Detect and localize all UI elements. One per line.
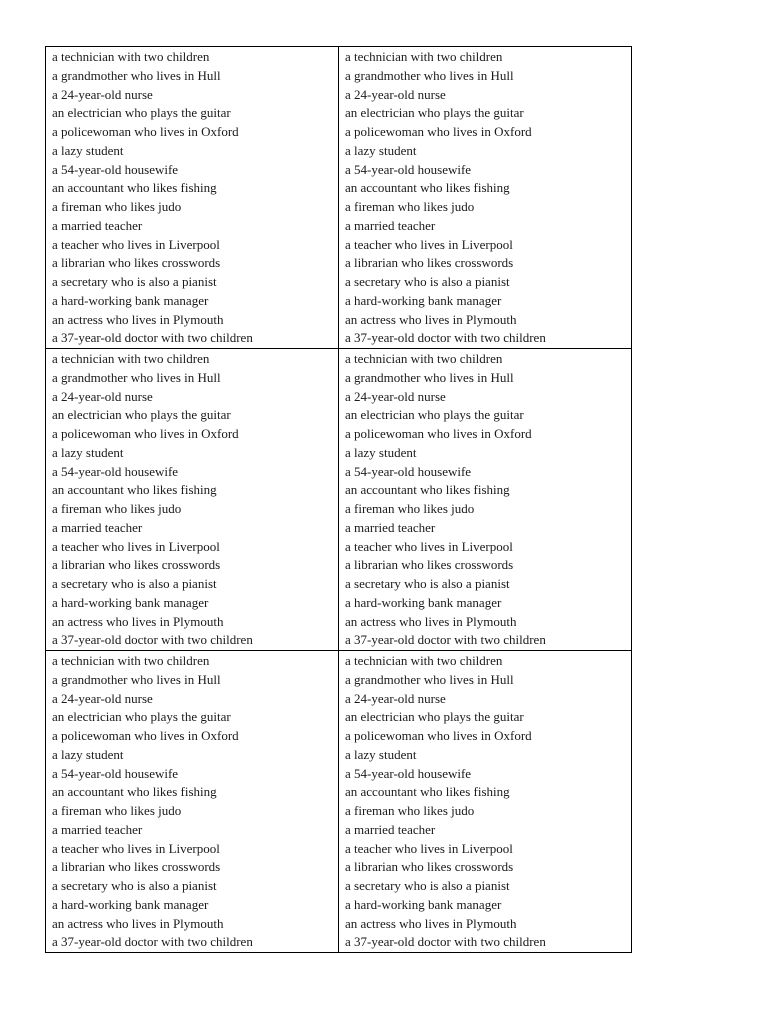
card-line: a grandmother who lives in Hull bbox=[52, 67, 221, 83]
card-line: a librarian who likes crosswords bbox=[345, 859, 514, 875]
card-cell bbox=[339, 47, 632, 349]
card-cell bbox=[46, 349, 339, 651]
card-line: an actress who lives in Plymouth bbox=[52, 915, 224, 931]
card-line: a policewoman who lives in Oxford bbox=[52, 426, 239, 441]
card bbox=[339, 651, 631, 952]
card-line: a technician with two children bbox=[52, 49, 210, 64]
card-line: a teacher who lives in Liverpool bbox=[52, 236, 220, 252]
card-line: a 54-year-old housewife bbox=[52, 161, 179, 177]
card-line: a technician with two children bbox=[52, 653, 210, 668]
card-line: a 37-year-old doctor with two children bbox=[345, 934, 546, 950]
card bbox=[339, 349, 631, 650]
card-row bbox=[46, 47, 632, 349]
card-line: a 24-year-old nurse bbox=[345, 690, 446, 706]
card-line: a policewoman who lives in Oxford bbox=[52, 728, 239, 743]
card-line: a lazy student bbox=[52, 444, 124, 460]
card-line: a married teacher bbox=[345, 217, 436, 233]
card-line: a grandmother who lives in Hull bbox=[345, 369, 514, 385]
card-line: an accountant who likes fishing bbox=[345, 482, 510, 498]
card-line: a 24-year-old nurse bbox=[52, 86, 153, 102]
card-line: a grandmother who lives in Hull bbox=[52, 369, 221, 385]
card-line: a fireman who likes judo bbox=[52, 501, 182, 516]
card-line: a technician with two children bbox=[345, 351, 503, 366]
card-line: a 24-year-old nurse bbox=[52, 388, 153, 404]
card bbox=[46, 47, 338, 348]
card-line: a hard-working bank manager bbox=[345, 594, 502, 610]
card-line: a 37-year-old doctor with two children bbox=[52, 330, 253, 346]
card-line: a librarian who likes crosswords bbox=[52, 859, 221, 875]
card-line: a fireman who likes judo bbox=[52, 199, 182, 214]
card-line: a fireman who likes judo bbox=[345, 803, 475, 818]
card-line: an accountant who likes fishing bbox=[345, 180, 510, 196]
card-line: a 54-year-old housewife bbox=[345, 765, 472, 781]
card-line: a policewoman who lives in Oxford bbox=[345, 728, 532, 743]
card-row bbox=[46, 651, 632, 953]
card-line: a teacher who lives in Liverpool bbox=[345, 840, 513, 856]
card-line: a librarian who likes crosswords bbox=[52, 557, 221, 573]
card-line: a lazy student bbox=[52, 142, 124, 158]
card bbox=[339, 47, 631, 348]
card-line: a lazy student bbox=[52, 746, 124, 762]
card-line: a married teacher bbox=[52, 217, 143, 233]
card-line: a secretary who is also a pianist bbox=[52, 274, 217, 289]
card-line: a grandmother who lives in Hull bbox=[52, 671, 221, 687]
card-row bbox=[46, 349, 632, 651]
card-cell bbox=[339, 651, 632, 953]
card-line: a married teacher bbox=[52, 821, 143, 837]
card-line: an accountant who likes fishing bbox=[52, 482, 217, 498]
card-line: an accountant who likes fishing bbox=[52, 180, 217, 196]
card-line: an accountant who likes fishing bbox=[345, 784, 510, 800]
card-line: a librarian who likes crosswords bbox=[345, 557, 514, 573]
card-line: a technician with two children bbox=[345, 653, 503, 668]
card-line: a 37-year-old doctor with two children bbox=[345, 632, 546, 648]
card-line: a married teacher bbox=[345, 821, 436, 837]
card-cell bbox=[46, 47, 339, 349]
card-line: an accountant who likes fishing bbox=[52, 784, 217, 800]
card-line: an actress who lives in Plymouth bbox=[52, 613, 224, 629]
card-line: a librarian who likes crosswords bbox=[345, 255, 514, 271]
card-line: a secretary who is also a pianist bbox=[52, 576, 217, 591]
card-line: a policewoman who lives in Oxford bbox=[52, 124, 239, 139]
card-line: an actress who lives in Plymouth bbox=[345, 915, 517, 931]
card-line: a fireman who likes judo bbox=[345, 501, 475, 516]
card-line: a 37-year-old doctor with two children bbox=[52, 934, 253, 950]
card-line: a lazy student bbox=[345, 444, 417, 460]
card-line: a teacher who lives in Liverpool bbox=[345, 236, 513, 252]
card-line: a fireman who likes judo bbox=[345, 199, 475, 214]
card-line: a 54-year-old housewife bbox=[345, 463, 472, 479]
card-line: a teacher who lives in Liverpool bbox=[52, 840, 220, 856]
card-line: an electrician who plays the guitar bbox=[52, 709, 231, 725]
card-line: a policewoman who lives in Oxford bbox=[345, 124, 532, 139]
card-line: a teacher who lives in Liverpool bbox=[345, 538, 513, 554]
card-line: an electrician who plays the guitar bbox=[52, 407, 231, 423]
card-line: a 24-year-old nurse bbox=[52, 690, 153, 706]
card-line: a hard-working bank manager bbox=[345, 292, 502, 308]
card-line: an electrician who plays the guitar bbox=[52, 105, 231, 121]
card-line: a secretary who is also a pianist bbox=[52, 878, 217, 893]
card-line: an actress who lives in Plymouth bbox=[52, 311, 224, 327]
card-line: a fireman who likes judo bbox=[52, 803, 182, 818]
card-line: a 24-year-old nurse bbox=[345, 388, 446, 404]
card-line: a secretary who is also a pianist bbox=[345, 274, 510, 289]
card-line: a librarian who likes crosswords bbox=[52, 255, 221, 271]
card-line: a lazy student bbox=[345, 142, 417, 158]
card-line: a technician with two children bbox=[52, 351, 210, 366]
card-line: a 24-year-old nurse bbox=[345, 86, 446, 102]
card-line: an actress who lives in Plymouth bbox=[345, 613, 517, 629]
card-line: a grandmother who lives in Hull bbox=[345, 67, 514, 83]
card bbox=[46, 349, 338, 650]
card-line: an actress who lives in Plymouth bbox=[345, 311, 517, 327]
card-line: a hard-working bank manager bbox=[52, 896, 209, 912]
card-line: a secretary who is also a pianist bbox=[345, 878, 510, 893]
card-line: a secretary who is also a pianist bbox=[345, 576, 510, 591]
card-line: a 54-year-old housewife bbox=[345, 161, 472, 177]
card-line: a 54-year-old housewife bbox=[52, 463, 179, 479]
card bbox=[46, 651, 338, 952]
card-line: a hard-working bank manager bbox=[345, 896, 502, 912]
card-cell bbox=[339, 349, 632, 651]
card-line: a married teacher bbox=[52, 519, 143, 535]
card-line: a technician with two children bbox=[345, 49, 503, 64]
card-line: a hard-working bank manager bbox=[52, 292, 209, 308]
card-line: a 37-year-old doctor with two children bbox=[52, 632, 253, 648]
card-line: a lazy student bbox=[345, 746, 417, 762]
card-cell bbox=[46, 651, 339, 953]
card-line: a married teacher bbox=[345, 519, 436, 535]
card-line: a 37-year-old doctor with two children bbox=[345, 330, 546, 346]
card-line: a policewoman who lives in Oxford bbox=[345, 426, 532, 441]
card-line: a teacher who lives in Liverpool bbox=[52, 538, 220, 554]
card-line: a hard-working bank manager bbox=[52, 594, 209, 610]
card-line: an electrician who plays the guitar bbox=[345, 407, 524, 423]
card-line: an electrician who plays the guitar bbox=[345, 105, 524, 121]
card-line: a grandmother who lives in Hull bbox=[345, 671, 514, 687]
card-grid bbox=[45, 46, 632, 953]
card-line: a 54-year-old housewife bbox=[52, 765, 179, 781]
card-line: an electrician who plays the guitar bbox=[345, 709, 524, 725]
